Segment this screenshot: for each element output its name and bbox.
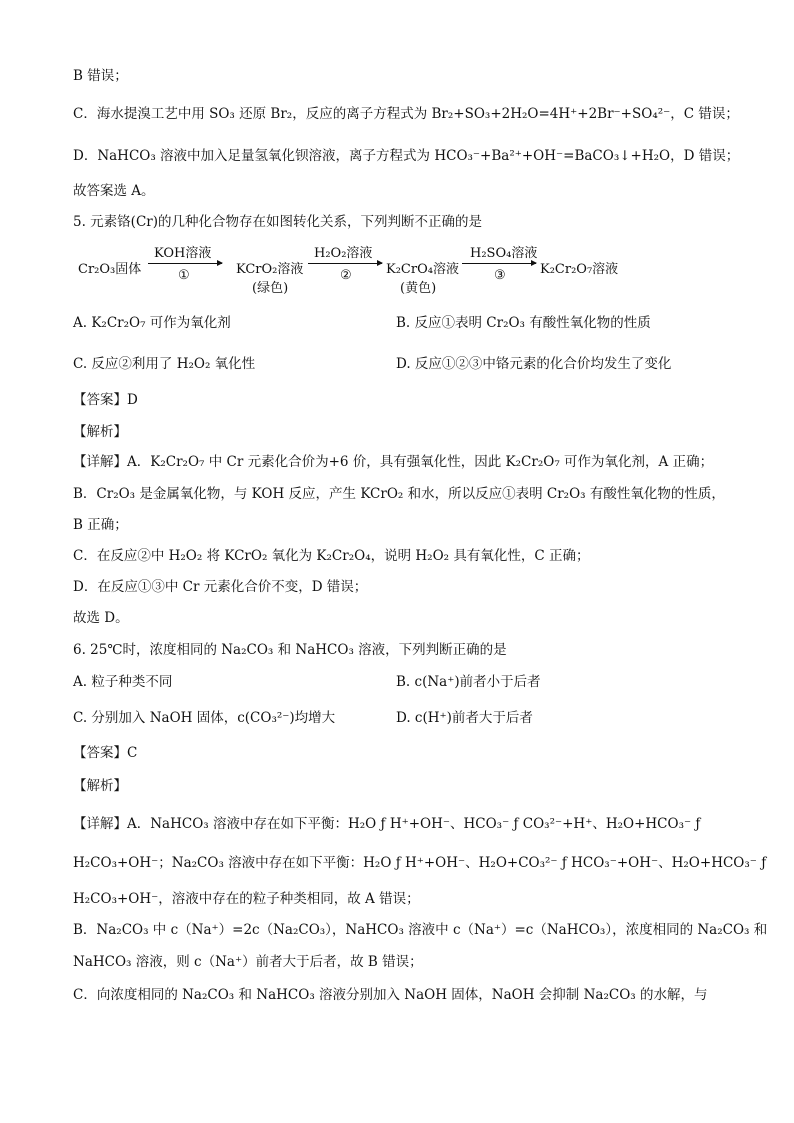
text-line: B 正确；: [73, 517, 128, 533]
text-line: B．Na₂CO₃ 中 c（Na⁺）=2c（Na₂CO₃），NaHCO₃ 溶液中 c（Na⁺）=c（NaHCO₃），浓度相同的 Na₂CO₃ 和: [73, 922, 768, 938]
flow-species-k2cro4-color: (黄色): [400, 281, 437, 296]
flow-species-kcro2: KCrO₂溶液: [236, 262, 304, 277]
flow-arrow-2-reagent: H₂O₂溶液: [314, 246, 373, 261]
text-line: H₂CO₃+OH⁻；Na₂CO₃ 溶液中存在如下平衡：H₂O ƒ H⁺+OH⁻、H₂O+CO₃²⁻ ƒ HCO₃⁻+OH⁻、H₂O+HCO₃⁻ ƒ: [73, 855, 767, 871]
text-line: D．NaHCO₃ 溶液中加入足量氢氧化钡溶液，离子方程式为 HCO₃⁻+Ba²⁺+OH⁻=BaCO₃↓+H₂O，D 错误；: [73, 148, 740, 164]
text-line: C．向浓度相同的 Na₂CO₃ 和 NaHCO₃ 溶液分别加入 NaOH 固体，NaOH 会抑制 Na₂CO₃ 的水解，与: [73, 987, 708, 1003]
flow-species-k2cr2o7: K₂Cr₂O₇溶液: [540, 262, 619, 277]
flow-arrow-3-label: ③: [494, 268, 506, 283]
q6-option-c: C. 分别加入 NaOH 固体，c(CO₃²⁻)均增大: [73, 710, 336, 726]
text-line: C．海水提溴工艺中用 SO₃ 还原 Br₂，反应的离子方程式为 Br₂+SO₃+2H₂O=4H⁺+2Br⁻+SO₄²⁻，C 错误；: [73, 106, 739, 122]
q5-answer: 【答案】D: [73, 392, 138, 408]
q6-option-d: D. c(H⁺)前者大于后者: [396, 710, 533, 726]
reaction-flow-diagram: [78, 246, 718, 296]
text-line: 【详解】A．NaHCO₃ 溶液中存在如下平衡：H₂O ƒ H⁺+OH⁻、HCO₃⁻ ƒ CO₃²⁻+H⁺、H₂O+HCO₃⁻ ƒ: [73, 816, 701, 832]
text-line: 故选 D。: [73, 610, 129, 626]
q5-option-a: A. K₂Cr₂O₇ 可作为氧化剂: [73, 315, 231, 331]
q6-option-b: B. c(Na⁺)前者小于后者: [396, 674, 541, 690]
text-line: 【详解】A．K₂Cr₂O₇ 中 Cr 元素化合价为+6 价，具有强氧化性，因此 K₂Cr₂O₇ 可作为氧化剂，A 正确；: [73, 454, 714, 470]
text-line: D．在反应①③中 Cr 元素化合价不变，D 错误；: [73, 579, 368, 595]
flow-arrow-2-label: ②: [340, 268, 352, 283]
text-line: 故答案选 A。: [73, 183, 155, 199]
text-line: B．Cr₂O₃ 是金属氧化物，与 KOH 反应，产生 KCrO₂ 和水，所以反应①表明 Cr₂O₃ 有酸性氧化物的性质，: [73, 486, 725, 502]
text-line: NaHCO₃ 溶液，则 c（Na⁺）前者大于后者，故 B 错误；: [73, 954, 423, 970]
q6-analysis-heading: 【解析】: [73, 778, 127, 794]
flow-arrow-3-reagent: H₂SO₄溶液: [470, 246, 538, 261]
flow-species-k2cro4: K₂CrO₄溶液: [386, 262, 459, 277]
flow-species-cr2o3: Cr₂O₃固体: [78, 262, 142, 277]
question-6-stem: 6. 25℃时，浓度相同的 Na₂CO₃ 和 NaHCO₃ 溶液，下列判断正确的是: [73, 642, 507, 658]
q5-analysis-heading: 【解析】: [73, 424, 127, 440]
flow-arrow-1-reagent: KOH溶液: [154, 246, 212, 261]
text-line: H₂CO₃+OH⁻，溶液中存在的粒子种类相同，故 A 错误；: [73, 891, 420, 907]
text-line: C．在反应②中 H₂O₂ 将 KCrO₂ 氧化为 K₂Cr₂O₄，说明 H₂O₂ 具有氧化性，C 正确；: [73, 548, 590, 564]
q6-option-a: A. 粒子种类不同: [73, 674, 173, 690]
flow-arrow-1: [148, 263, 222, 264]
q5-option-b: B. 反应①表明 Cr₂O₃ 有酸性氧化物的性质: [396, 315, 651, 331]
flow-arrow-2: [308, 263, 382, 264]
flow-arrow-3: [462, 263, 536, 264]
flow-arrow-1-label: ①: [178, 268, 190, 283]
q6-options-row-2: [73, 708, 734, 728]
q5-option-d: D. 反应①②③中铬元素的化合价均发生了变化: [396, 356, 672, 372]
q5-options-row-2: [73, 354, 734, 374]
q6-options-row-1: [73, 672, 734, 692]
question-5-stem: 5. 元素铬(Cr)的几种化合物存在如图转化关系，下列判断不正确的是: [73, 214, 482, 230]
text-line: B 错误；: [73, 68, 128, 84]
q6-answer: 【答案】C: [73, 745, 138, 761]
q5-options-row-1: [73, 313, 734, 333]
flow-species-kcro2-color: (绿色): [252, 281, 289, 296]
q5-option-c: C. 反应②利用了 H₂O₂ 氧化性: [73, 356, 256, 372]
